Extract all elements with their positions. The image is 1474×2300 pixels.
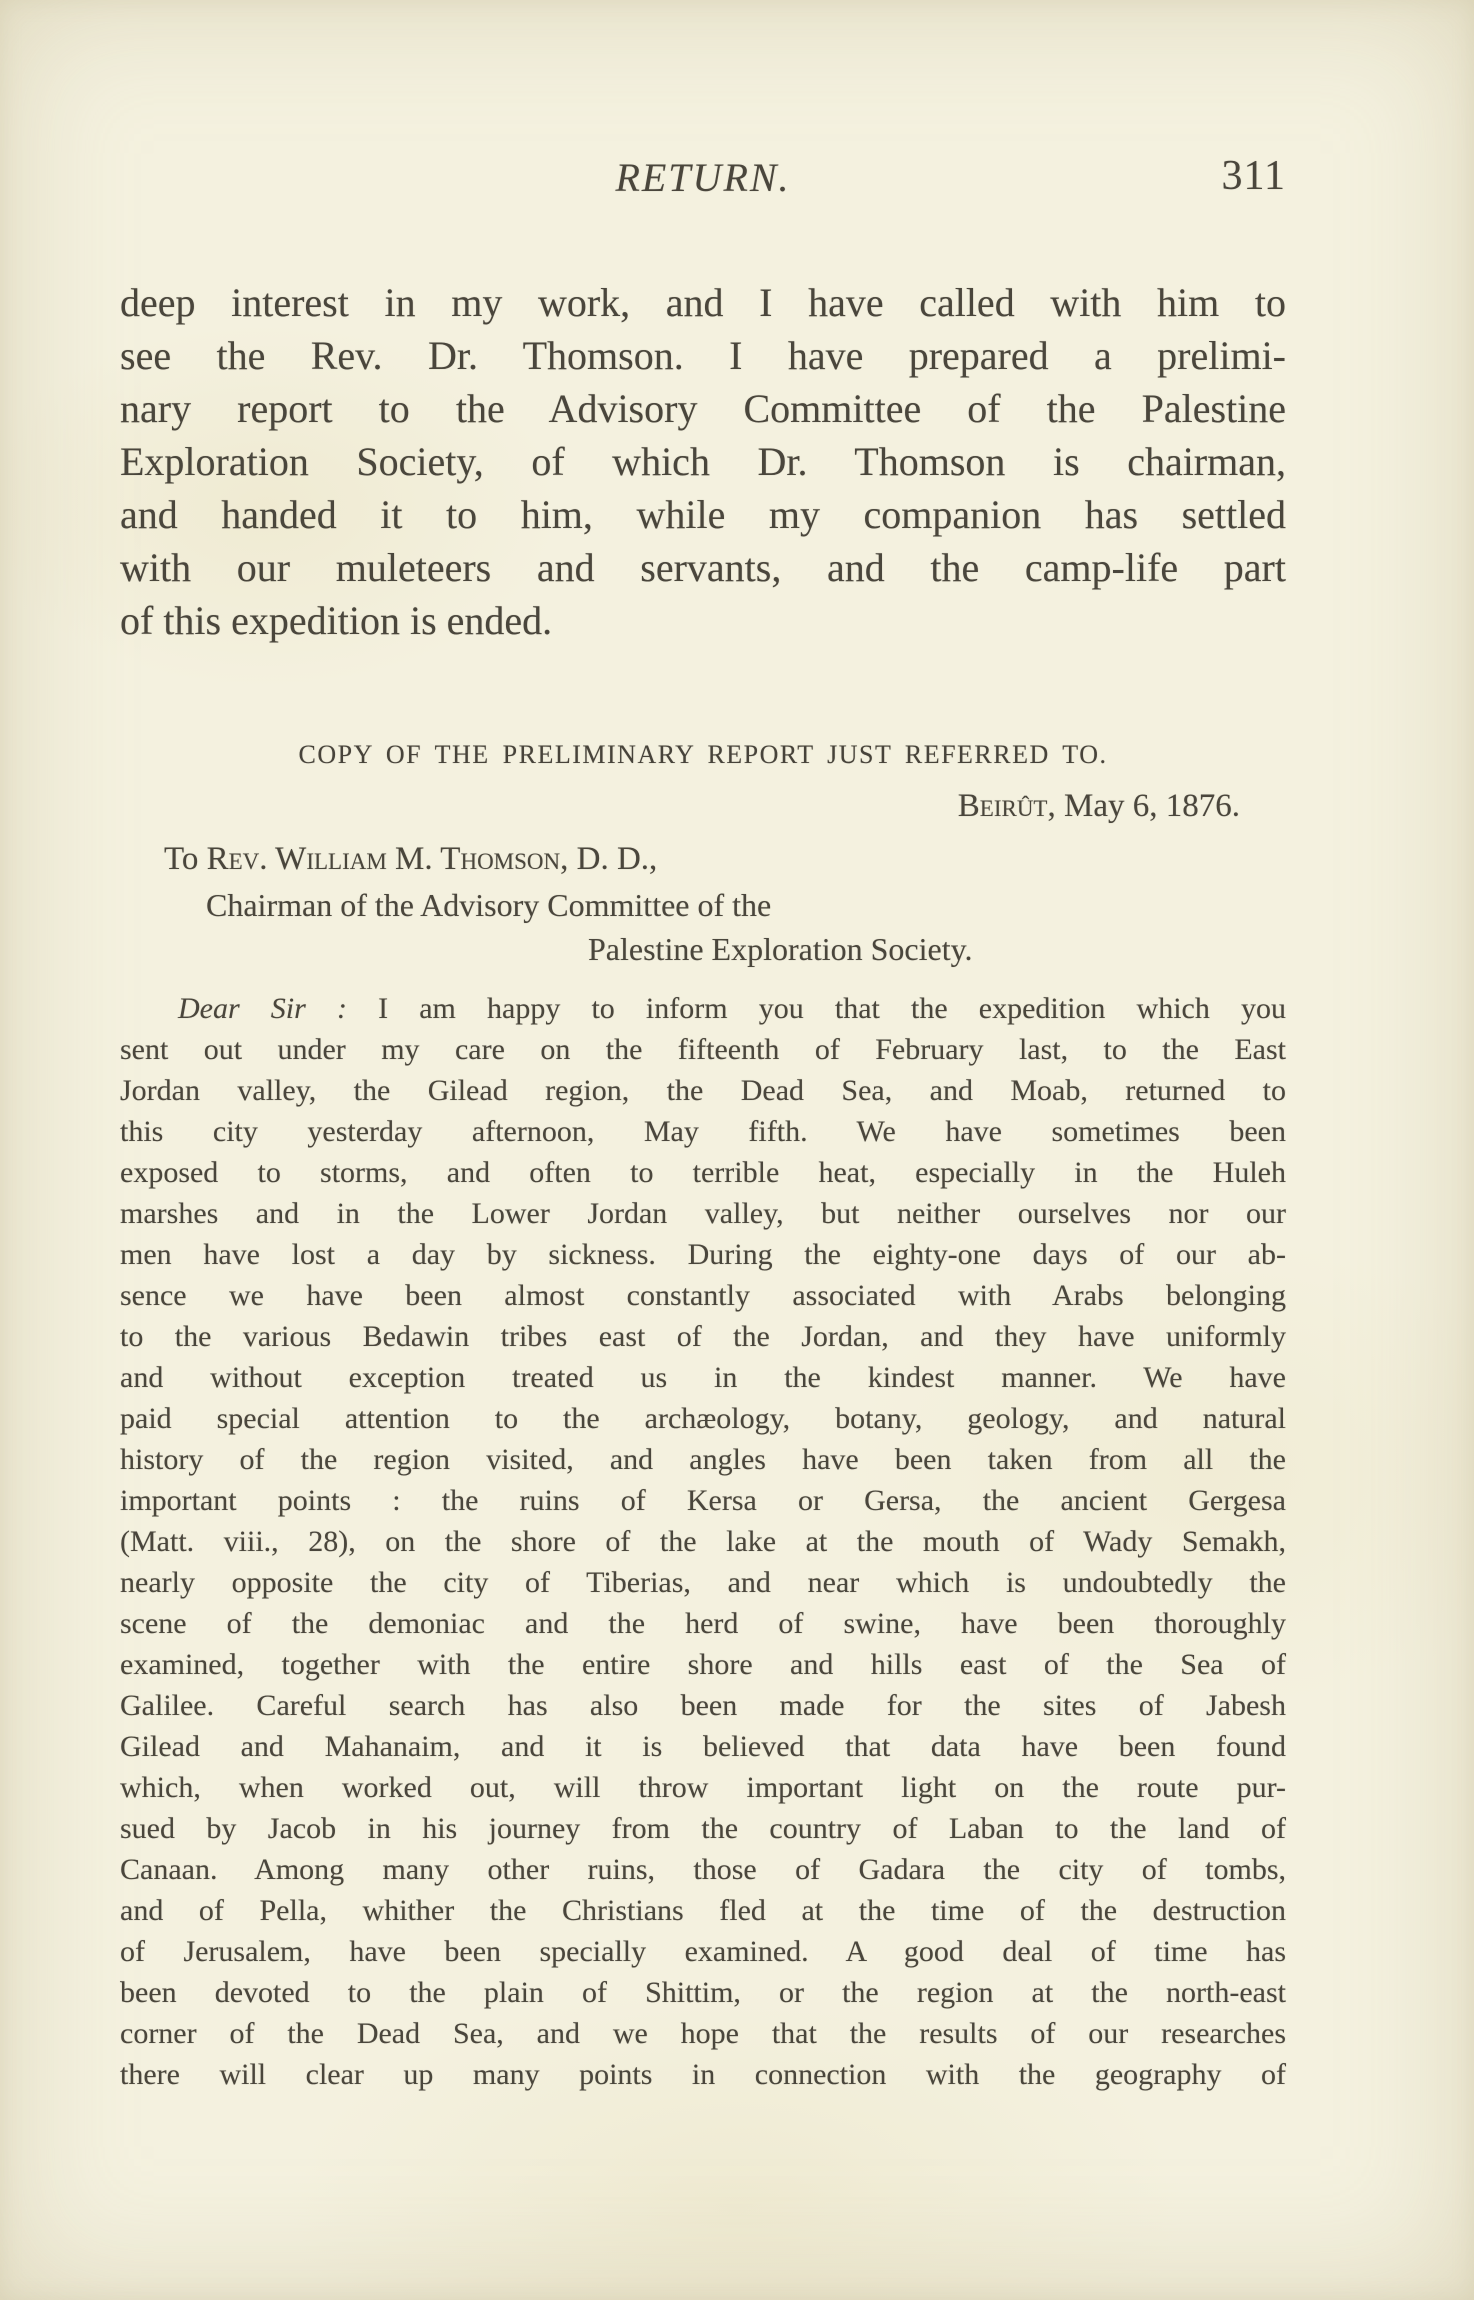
intro-line: Exploration Society, of which Dr. Thomson is chairman, — [120, 439, 1286, 484]
intro-line: nary report to the Advisory Committee of the Palestine — [120, 386, 1286, 431]
letter-line: there will clear up many points in connection with the geography of — [120, 2058, 1286, 2091]
letter-line: Gilead and Mahanaim, and it is believed that data have been found — [120, 1730, 1286, 1763]
addressee-society-line: Palestine Exploration Society. — [588, 931, 973, 967]
addressee-prefix: To — [164, 841, 207, 877]
addressee-title-line: Chairman of the Advisory Committee of the — [206, 887, 772, 923]
letter-line: sent out under my care on the fifteenth of February last, to the East — [120, 1033, 1286, 1066]
dateline-date: May 6, 1876. — [1055, 788, 1240, 824]
letter-line: important points : the ruins of Kersa or Gersa, the ancient Gergesa — [120, 1484, 1286, 1517]
letter-line: examined, together with the entire shore and hills east of the Sea of — [120, 1648, 1286, 1681]
letter-line: nearly opposite the city of Tiberias, and near which is undoubtedly the — [120, 1566, 1286, 1599]
intro-line: see the Rev. Dr. Thomson. I have prepared a prelimi- — [120, 333, 1286, 378]
letter-body — [120, 988, 1286, 2095]
letter-line: and without exception treated us in the kindest manner. We have — [120, 1361, 1286, 1394]
letter-line-text: I am happy to inform you that the expedition which you — [378, 992, 1287, 1025]
letter-line: of Jerusalem, have been specially examined. A good deal of time has — [120, 1935, 1286, 1968]
intro-line: with our muleteers and servants, and the camp-life part — [120, 545, 1286, 590]
intro-line: deep interest in my work, and I have called with him to — [120, 280, 1286, 325]
salutation: Dear Sir : — [178, 992, 379, 1025]
letter-line: this city yesterday afternoon, May fifth. We have sometimes been — [120, 1115, 1286, 1148]
intro-line: and handed it to him, while my companion has settled — [120, 492, 1286, 537]
letter-line: corner of the Dead Sea, and we hope that the results of our researches — [120, 2017, 1286, 2050]
letter-line: history of the region visited, and angles have been taken from all the — [120, 1443, 1286, 1476]
addressee-line — [120, 841, 1286, 878]
letter-line: to the various Bedawin tribes east of the Jordan, and they have uniformly — [120, 1320, 1286, 1353]
intro-line: of this expedition is ended. — [120, 598, 553, 643]
dateline-place: Beirût, — [957, 788, 1056, 824]
intro-paragraph — [120, 276, 1286, 647]
letter-line: Galilee. Careful search has also been made for the sites of Jabesh — [120, 1689, 1286, 1722]
page-number: 311 — [1221, 153, 1286, 199]
letter-line — [120, 988, 1286, 1029]
letter-line: been devoted to the plain of Shittim, or the region at the north-east — [120, 1976, 1286, 2009]
report-heading: COPY OF THE PRELIMINARY REPORT JUST REFERRED TO. — [298, 740, 1108, 769]
letter-line: which, when worked out, will throw important light on the route pur- — [120, 1771, 1286, 1804]
letter-line: men have lost a day by sickness. During the eighty-one days of our ab- — [120, 1238, 1286, 1271]
letter-line: exposed to storms, and often to terrible heat, especially in the Huleh — [120, 1156, 1286, 1189]
addressee-name: Rev. William M. Thomson, D. D., — [206, 841, 658, 877]
letter-line: and of Pella, whither the Christians fled at the time of the destruction — [120, 1894, 1286, 1927]
letter-line: Jordan valley, the Gilead region, the Dead Sea, and Moab, returned to — [120, 1074, 1286, 1107]
letter-line: sence we have been almost constantly associated with Arabs belonging — [120, 1279, 1286, 1312]
letter-line: sued by Jacob in his journey from the country of Laban to the land of — [120, 1812, 1286, 1845]
letter-line: scene of the demoniac and the herd of swine, have been thoroughly — [120, 1607, 1286, 1640]
letter-line: marshes and in the Lower Jordan valley, but neither ourselves nor our — [120, 1197, 1286, 1230]
letter-line: Canaan. Among many other ruins, those of Gadara the city of tombs, — [120, 1853, 1286, 1886]
running-head: RETURN. — [615, 155, 791, 200]
letter-line: paid special attention to the archæology, botany, geology, and natural — [120, 1402, 1286, 1435]
running-head-row — [120, 154, 1286, 208]
dateline — [120, 788, 1286, 825]
letter-line: (Matt. viii., 28), on the shore of the lake at the mouth of Wady Semakh, — [120, 1525, 1286, 1558]
